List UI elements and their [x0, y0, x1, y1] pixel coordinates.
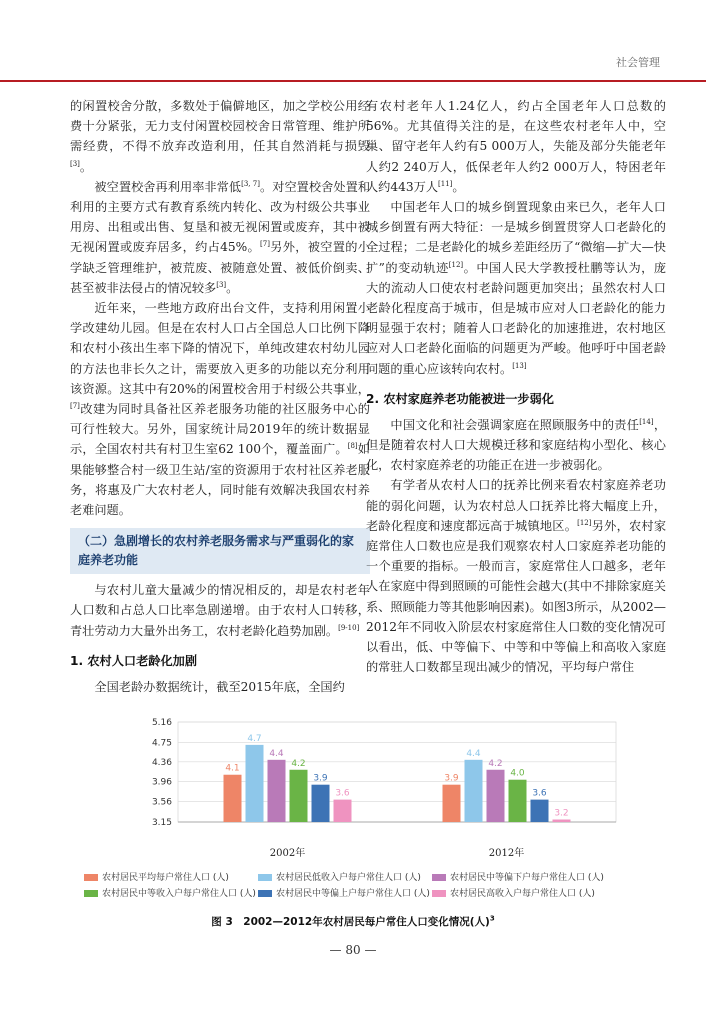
legend-item: [258, 870, 426, 886]
right-column: [366, 96, 666, 677]
left-column: [70, 96, 370, 697]
legend-label: 农村居民中等偏下户每户常住人口 (人): [450, 873, 604, 883]
data-label: 4.4: [466, 748, 481, 759]
page-header: [0, 0, 706, 90]
legend-label: 农村居民中等收入户每户常住人口 (人): [102, 889, 256, 899]
paragraph: 全国老龄办数据统计，截至2015年底，全国约: [94, 679, 345, 694]
data-label: 4.2: [291, 758, 306, 769]
subsection-heading: 1. 农村人口老龄化加剧: [70, 653, 198, 668]
figure-caption: 图 3 2002—2012年农村居民每户常住人口变化情况(人)$^3$: [211, 914, 495, 928]
y-tick-label: 3.96: [151, 777, 172, 788]
legend-item: [84, 886, 256, 902]
page-number: — 80 —: [329, 943, 377, 957]
x-tick-label: 2012年: [488, 848, 525, 859]
paragraph: 中国老年人口的城乡倒置现象由来已久，老年人口城乡倒置有两大特征：一是城乡倒置贯穿人口老龄化的全过程；二是老龄化的城乡差距经历了“微缩—扩大—快扩”的变动轨迹[12]。中国人民大学教授杜鹏等认为，庞大的流动人口使农村老龄问题更加突出；虽然农村人口老龄化程度高于城市，但是城市应对人口老龄化的能力明显强于农村；随着人口老龄化的加速推进，农村地区应对人口老龄化面临的问题更为严峻。他呼吁中国老龄问题的重心应该转向农村。[13]: [366, 200, 667, 376]
bar: [312, 785, 330, 822]
bar: [553, 820, 571, 822]
legend-swatch: [432, 890, 446, 897]
legend-label: 农村居民中等偏上户每户常住人口 (人): [276, 889, 430, 899]
data-label: 3.9: [313, 773, 328, 784]
y-tick-label: 5.16: [151, 718, 172, 728]
data-label: 3.2: [554, 808, 569, 819]
paragraph: 被空置校舍再利用率非常低[3, 7]。对空置校舍处置和利用的主要方式有教育系统内转化、改为村级公共事业用房、出租或出售、复垦和被无视闲置或废弃，其中被无视闲置或废弃居多，约占45%。[7]另外，被空置的小学缺乏管理维护，被荒废、被随意处置、被低价倒卖、甚至被非法侵占的情况较多[3]。: [70, 179, 371, 295]
paragraph: 有学者从农村人口的抚养比例来看农村家庭养老功能的弱化问题，认为农村总人口抚养比将大幅度上升，老龄化程度和速度都远高于城镇地区。[12]另外，农村家庭常住人口数也应是我们观察农村人口家庭养老功能的一个重要的指标。一般而言，家庭常住人口越多，老年人在家庭中得到照顾的可能性会越大(其中不排除家庭关系、照顾能力等其他影响因素)。如图3所示，从2002—2012年不同收入阶层农村家庭常住人口数的变化情况可以看出，低、中等偏下、中等和中等偏上和高收入家庭的常驻人口数都呈现出减少的情况，平均每户常住: [366, 478, 667, 675]
legend-swatch: [258, 890, 272, 897]
bar: [246, 745, 264, 822]
legend-item: [258, 886, 430, 902]
legend-label: 农村居民低收入户每户常住人口 (人): [276, 873, 421, 883]
bar: [465, 760, 483, 822]
legend-item: [84, 870, 252, 886]
legend-swatch: [258, 874, 272, 881]
data-label: 3.9: [444, 773, 459, 784]
paragraph: 中国文化和社会强调家庭在照顾服务中的责任[14]，但是随着农村人口大规模迁移和家庭结构小型化、核心化，农村家庭养老的功能正在进一步被弱化。: [366, 417, 667, 473]
bar: [443, 785, 461, 822]
legend-swatch: [432, 874, 446, 881]
y-tick-label: 4.36: [151, 757, 172, 768]
header-rule: [0, 80, 706, 82]
section-tag: 社会管理: [616, 56, 660, 69]
bar: [224, 775, 242, 822]
chart-legend: [84, 870, 624, 902]
subsection-heading: 2. 农村家庭养老功能被进一步弱化: [366, 391, 554, 406]
data-label: 3.6: [335, 788, 350, 799]
bar: [268, 760, 286, 822]
legend-swatch: [84, 874, 98, 881]
data-label: 4.1: [225, 763, 240, 774]
data-label: 4.4: [269, 748, 284, 759]
data-label: 4.7: [247, 733, 262, 744]
y-tick-label: 4.75: [151, 738, 172, 749]
legend-label: 农村居民平均每户常住人口 (人): [102, 873, 229, 883]
data-label: 3.6: [532, 788, 547, 799]
paragraph: 有农村老年人1.24亿人，约占全国老年人口总数的56%。尤其值得关注的是，在这些农村老年人中，空巢、留守老年人约有5 000万人，失能及部分失能老年人约2 240万人，低保老年人约2 000万人，特困老年人约443万人[11]。: [366, 99, 666, 194]
paragraph: 与农村儿童大量减少的情况相反的，却是农村老年人口数和占总人口比率急剧递增。由于农村人口转移，青壮劳动力大量外出务工，农村老龄化趋势加剧。[9-10]: [70, 583, 370, 638]
x-tick-label: 2002年: [269, 848, 306, 859]
y-tick-label: 3.56: [151, 797, 172, 808]
y-tick-label: 3.15: [151, 818, 172, 828]
bar: [509, 780, 527, 822]
bar: [290, 770, 308, 822]
data-label: 4.2: [488, 758, 503, 769]
data-label: 4.0: [510, 768, 525, 779]
legend-swatch: [84, 890, 98, 897]
legend-label: 农村居民高收入户每户常住人口 (人): [450, 889, 595, 899]
section-heading: （二）急剧增长的农村养老服务需求与严重弱化的家庭养老功能: [70, 528, 370, 574]
paragraph: 的闲置校舍分散，多数处于偏僻地区，加之学校公用经费十分紧张，无力支付闲置校园校舍日常管理、维护所需经费，不得不放弃改造利用，任其自然消耗与损毁[3]。: [70, 99, 370, 174]
plot-area: [178, 722, 616, 822]
bar: [334, 800, 352, 822]
chart-svg: [70, 710, 636, 870]
bar: [531, 800, 549, 822]
legend-item: [432, 886, 600, 902]
paragraph: 近年来，一些地方政府出台文件，支持利用闲置小学改建幼儿园。但是在农村人口占全国总人口比例下降和农村小孩出生率下降的情况下，单纯改建农村幼儿园的方法也非长久之计，需要放入更多的功能以充分利用该资源。这其中有20%的闲置校舍用于村级公共事业，[7]改建为同时具备社区养老服务功能的社区服务中心的可行性较大。另外，国家统计局2019年的统计数据显示，全国农村共有村卫生室62 100个，覆盖面广。[8]如果能够整合村一级卫生站/室的资源用于农村社区养老服务，将惠及广大农村老人，同时能有效解决我国农村养老难问题。: [70, 301, 370, 518]
legend-item: [432, 870, 604, 886]
bar: [487, 770, 505, 822]
